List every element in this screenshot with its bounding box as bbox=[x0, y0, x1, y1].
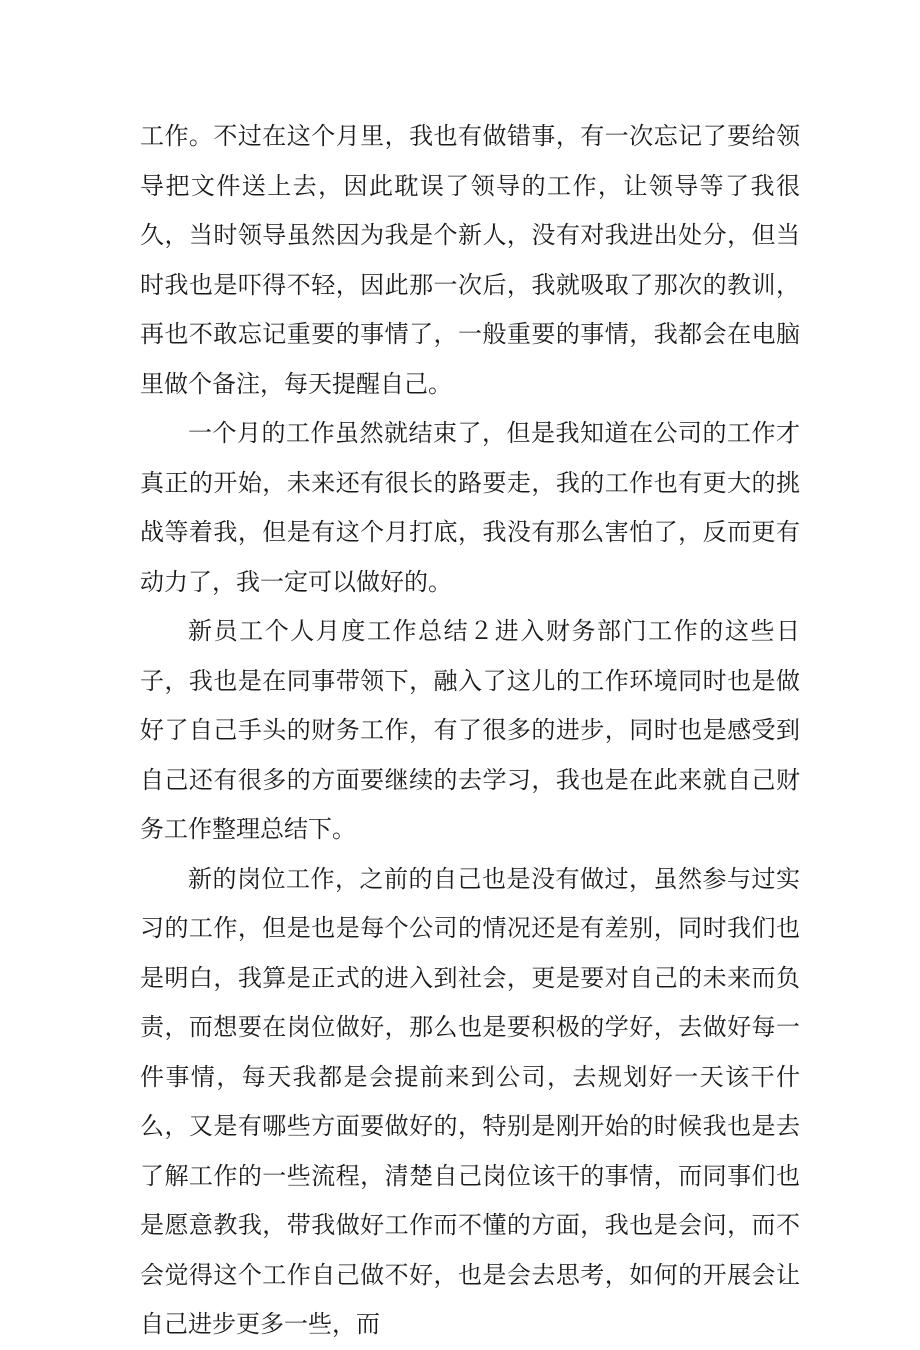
paragraph-4: 新的岗位工作，之前的自己也是没有做过，虽然参与过实习的工作，但是也是每个公司的情况还是有差别，同时我们也是明白，我算是正式的进入到社会，更是要对自己的未来而负责，而想要在岗位做好，那么也是要积极的学好，去做好每一件事情，每天我都是会提前来到公司，去规划好一天该干什么，又是有哪些方面要做好的，特别是刚开始的时候我也是去了解工作的一些流程，清楚自己岗位该干的事情，而同事们也是愿意教我，带我做好工作而不懂的方面，我也是会问，而不会觉得这个工作自己做不好，也是会去思考，如何的开展会让自己进步更多一些，而 bbox=[140, 864, 800, 1338]
paragraph-1: 工作。不过在这个月里，我也有做错事，有一次忘记了要给领导把文件送上去，因此耽误了领导的工作，让领导等了我很久，当时领导虽然因为我是个新人，没有对我进出处分，但当时我也是吓得不轻，因此那一次后，我就吸取了那次的教训，再也不敢忘记重要的事情了，一般重要的事情，我都会在电脑里做个备注，每天提醒自己。 bbox=[140, 122, 800, 398]
document-body bbox=[140, 112, 800, 1350]
paragraph-3: 新员工个人月度工作总结２进入财务部门工作的这些日子，我也是在同事带领下，融入了这儿的工作环境同时也是做好了自己手头的财务工作，有了很多的进步，同时也是感受到自己还有很多的方面要继续的去学习，我也是在此来就自己财务工作整理总结下。 bbox=[140, 617, 800, 843]
paragraph-2: 一个月的工作虽然就结束了，但是我知道在公司的工作才真正的开始，未来还有很长的路要走，我的工作也有更大的挑战等着我，但是有这个月打底，我没有那么害怕了，反而更有动力了，我一定可以做好的。 bbox=[140, 419, 800, 596]
